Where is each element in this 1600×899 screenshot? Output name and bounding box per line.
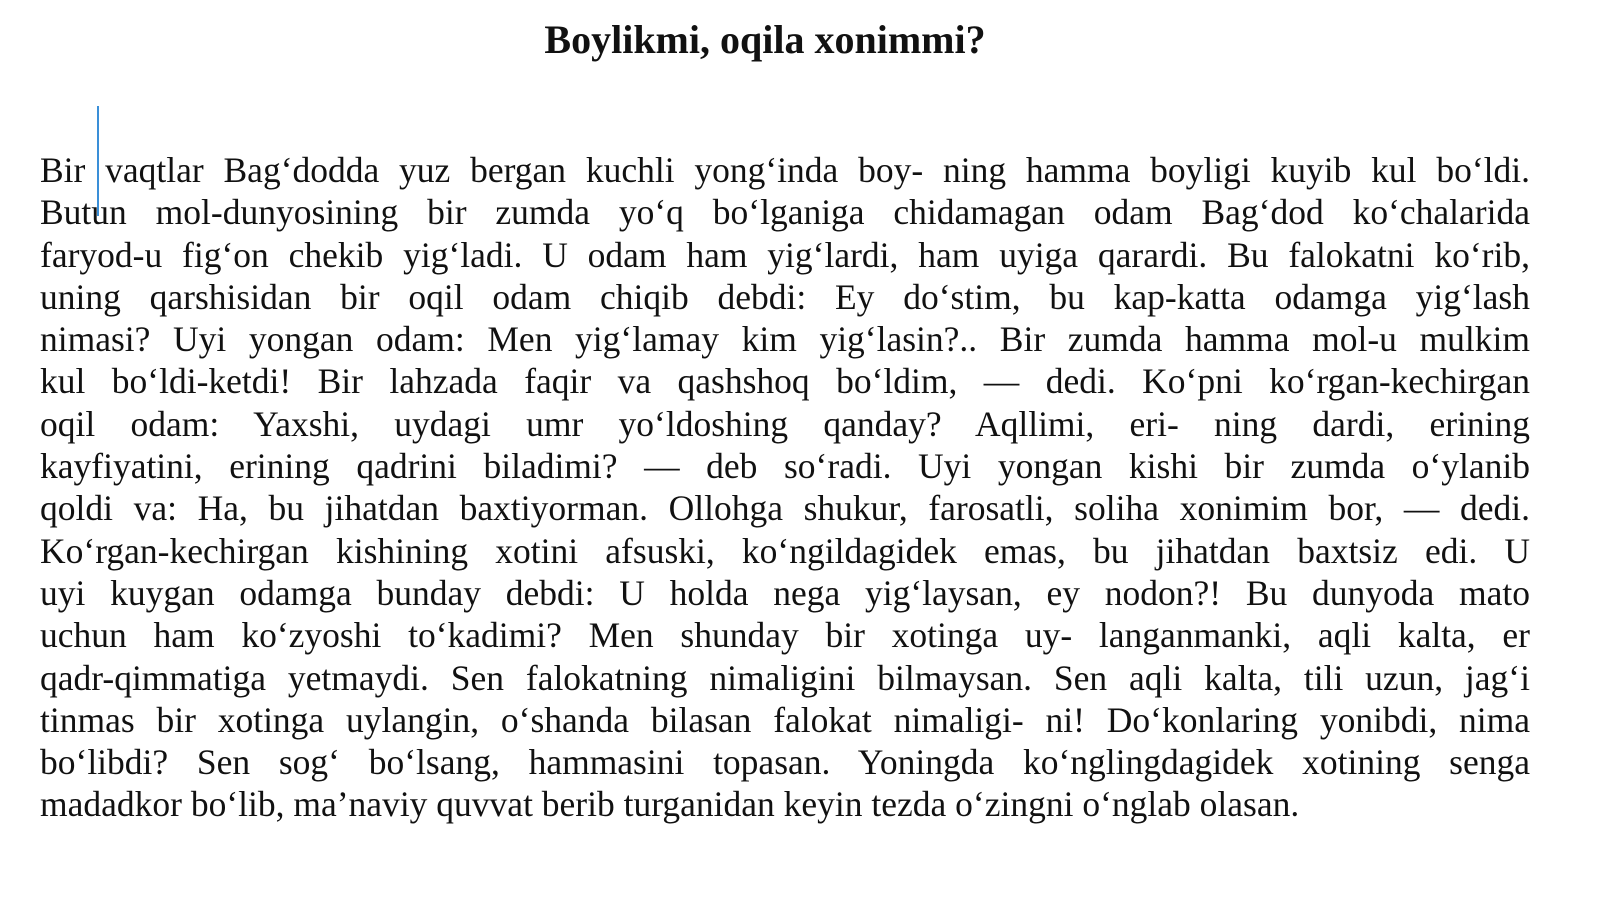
body-line: madadkor bo‘lib, ma’naviy quvvat berib turganidan keyin tezda o‘zingni o‘nglab olasan. — [40, 784, 1300, 825]
document-body[interactable] — [40, 149, 1530, 826]
body-line: qoldi va: Ha, bu jihatdan baxtiyorman. Ollohga shukur, farosatli, soliha xonimim bor, — dedi. — [40, 488, 1530, 529]
body-line: qadr-qimmatiga yetmaydi. Sen falokatning nimaligini bilmaysan. Sen aqli kalta, tili uzun, jag‘i — [40, 657, 1530, 698]
body-line: oqil odam: Yaxshi, uydagi umr yo‘ldoshing qanday? Aqllimi, eri- ning dardi, erining — [40, 403, 1530, 444]
body-line: Butun mol-dunyosining bir zumda yo‘q bo‘lganiga chidamagan odam Bag‘dod ko‘chalarida — [40, 192, 1530, 233]
body-line: kul bo‘ldi-ketdi! Bir lahzada faqir va qashshoq bo‘ldim, — dedi. Ko‘pni ko‘rgan-kechirgan — [40, 361, 1530, 402]
body-line: uyi kuygan odamga bunday debdi: U holda nega yig‘laysan, ey nodon?! Bu dunyoda mato — [40, 572, 1530, 613]
document-title: Boylikmi, oqila xonimmi? — [544, 17, 986, 62]
body-line: Bir vaqtlar Bag‘dodda yuz bergan kuchli yong‘inda boy- ning hamma boyligi kuyib kul bo‘ldi. — [40, 150, 1530, 190]
body-line: bo‘libdi? Sen sog‘ bo‘lsang, hammasini topasan. Yoningda ko‘nglingdagidek xotining senga — [40, 742, 1530, 783]
body-line: Ko‘rgan-kechirgan kishining xotini afsuski, ko‘ngildagidek emas, bu jihatdan baxtsiz edi. U — [40, 530, 1530, 571]
body-line: uning qarshisidan bir oqil odam chiqib debdi: Ey do‘stim, bu kap-katta odamga yig‘lash — [40, 276, 1530, 317]
body-line: tinmas bir xotinga uylangin, o‘shanda bilasan falokat nimaligi- ni! Do‘konlaring yonibdi, nima — [40, 699, 1530, 740]
body-line: nimasi? Uyi yongan odam: Men yig‘lamay kim yig‘lasin?.. Bir zumda hamma mol-u mulkim — [40, 319, 1530, 360]
body-line: kayfiyatini, erining qadrini biladimi? — deb so‘radi. Uyi yongan kishi bir zumda o‘ylanib — [40, 446, 1530, 487]
body-line: uchun ham ko‘zyoshi to‘kadimi? Men shunday bir xotinga uy- langanmanki, aqli kalta, er — [40, 615, 1530, 656]
body-line: faryod-u fig‘on chekib yig‘ladi. U odam ham yig‘lardi, ham uyiga qarardi. Bu falokatni ko‘rib, — [40, 234, 1530, 275]
